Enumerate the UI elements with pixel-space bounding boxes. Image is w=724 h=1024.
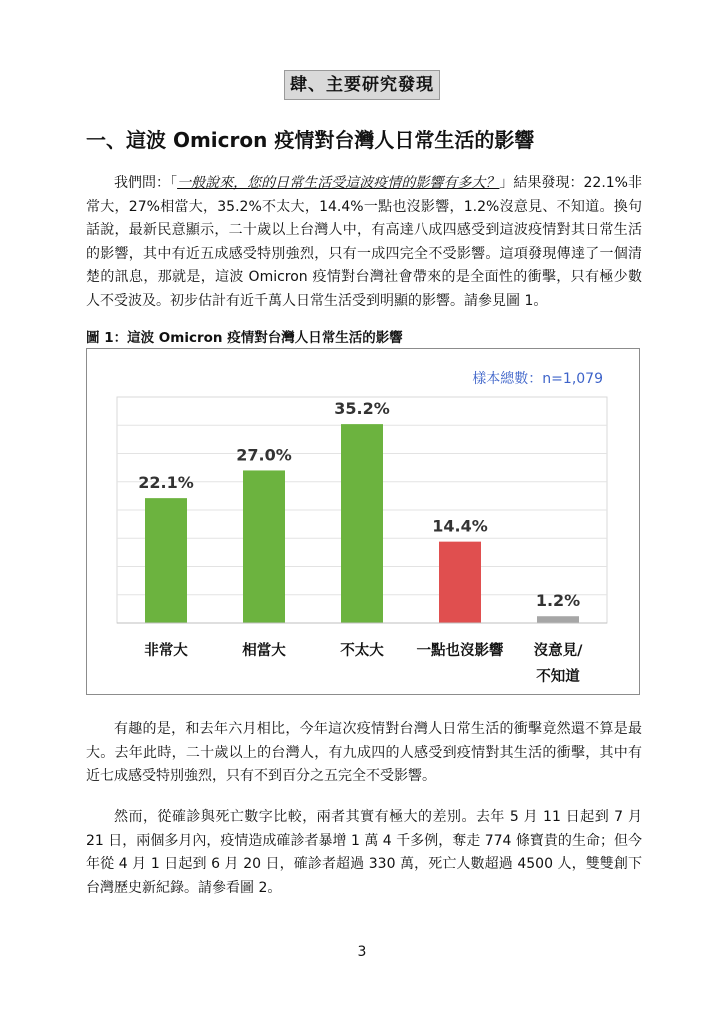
category-label: 不知道 [536,669,580,685]
category-label: 沒意見/ [533,643,583,659]
figure-caption: 圖 1：這波 Omicron 疫情對台灣人日常生活的影響 [86,330,403,346]
bar [243,470,285,623]
data-label: 22.1% [138,473,194,493]
bar [439,542,481,623]
paragraph-1 [86,172,642,313]
survey-question: 一般說來，您的日常生活受這波疫情的影響有多大？ [177,175,500,191]
data-label: 14.4% [432,516,488,536]
page-number: 3 [357,944,367,960]
data-label: 1.2% [535,591,581,611]
bar-chart [87,349,639,694]
category-label: 非常大 [144,643,188,659]
category-label: 不太大 [340,643,384,659]
bar [537,616,579,623]
bar [145,498,187,623]
paragraph-3: 然而，從確診與死亡數字比較，兩者其實有極大的差別。去年 5 月 11 日起到 7 月 21 日，兩個多月內，疫情造成確診者暴增 1 萬 4 千多例，奪走 774 條寶貴的生命；但今年從 4 月 1 日起到 6 月 20 日，確診者超過 330 萬，死亡人數超過 4500 人，雙雙創下台灣歷史新紀錄。請參看圖 2。 [86,809,642,896]
category-label: 相當大 [242,643,286,659]
bar [341,424,383,623]
paragraph-1-rest: 」結果發現：22.1%非常大，27%相當大，35.2%不太大，14.4%一點也沒影響，1.2%沒意見、不知道。換句話說，最新民意顯示，二十歲以上台灣人中，有高達八成四感受到這波疫情對其日常生活的影響，其中有近五成感受特別強烈，只有一成四完全不受影響。這項發現傳達了一個清楚的訊息，那就是，這波 Omicron 疫情對台灣社會帶來的是全面性的衝擊，只有極少數人不受波及。初步估計有近千萬人日常生活受到明顯的影響。請參見圖 1。 [86,175,642,309]
sample-size-label: 樣本總數：n=1,079 [472,371,603,387]
data-label: 35.2% [334,399,390,419]
section-heading: 肆、主要研究發現 [284,70,440,100]
category-label: 一點也沒影響 [416,643,504,659]
chart-frame [86,348,640,695]
paragraph-2: 有趣的是，和去年六月相比，今年這次疫情對台灣人日常生活的衝擊竟然還不算是最大。去年此時，二十歲以上的台灣人，有九成四的人感受到疫情對其生活的衝擊，其中有近七成感受特別強烈，只有不到百分之五完全不受影響。 [86,721,642,784]
data-label: 27.0% [236,445,292,465]
paragraph-1-lead: 我們問：「 [114,175,178,191]
subsection-heading: 一、這波 Omicron 疫情對台灣人日常生活的影響 [86,128,535,152]
